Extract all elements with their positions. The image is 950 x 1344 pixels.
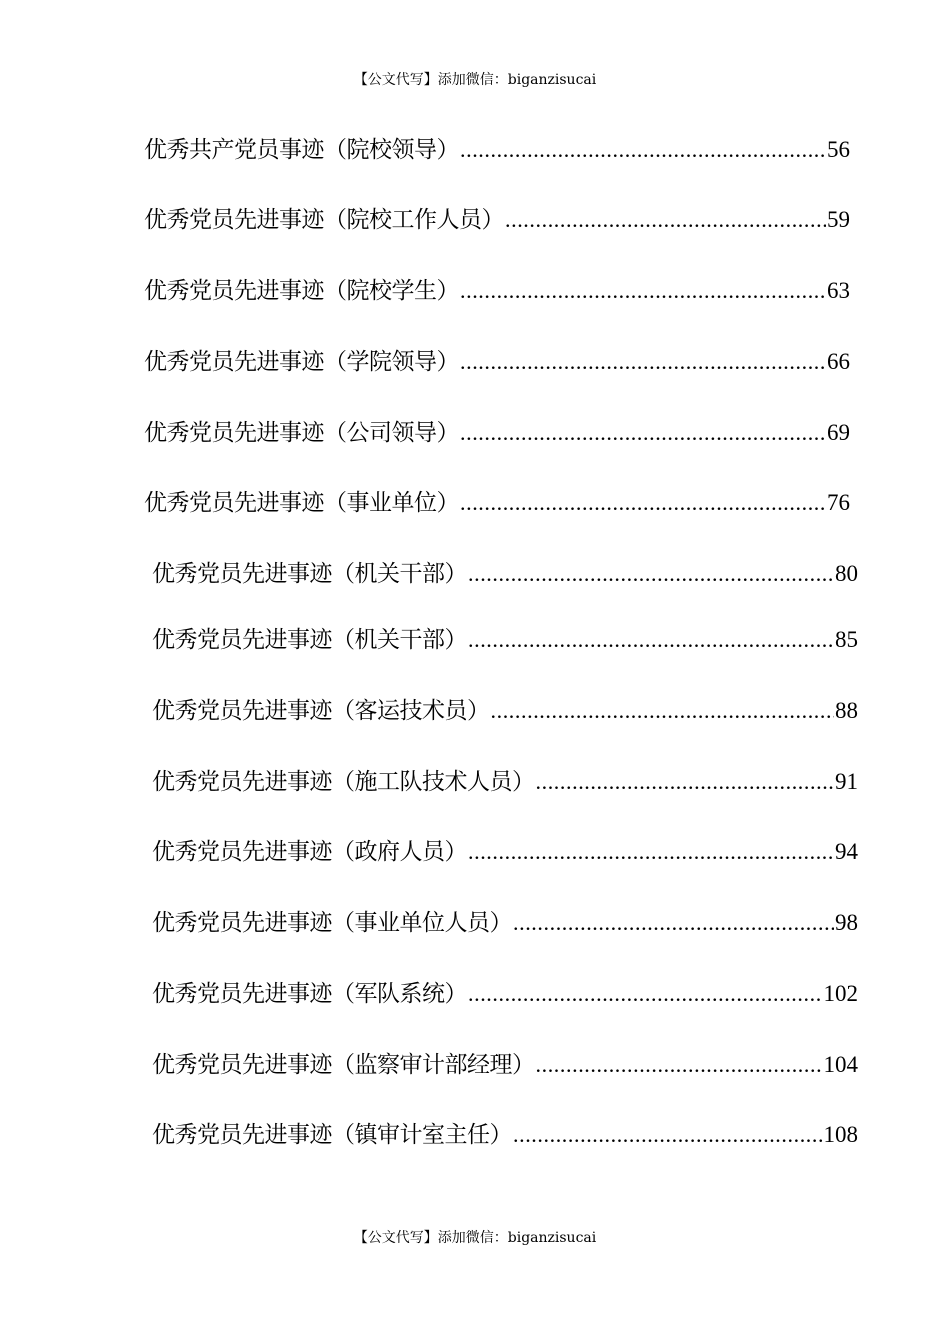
toc-entry[interactable] <box>152 623 858 657</box>
toc-entry[interactable] <box>152 1048 858 1082</box>
toc-entry[interactable] <box>144 486 850 520</box>
toc-entry-title: 优秀党员先进事迹（监察审计部经理） <box>152 1052 535 1078</box>
toc-entry-title: 优秀党员先进事迹（镇审计室主任） <box>152 1122 512 1148</box>
toc-dot-leader <box>460 274 826 308</box>
toc-page-number: 85 <box>835 627 858 652</box>
toc-dot-leader <box>468 835 834 869</box>
toc-entry-title: 优秀共产党员事迹（院校领导） <box>144 137 459 163</box>
toc-dot-leader <box>468 977 823 1011</box>
toc-entry[interactable] <box>152 835 858 869</box>
toc-entry[interactable] <box>152 557 858 591</box>
toc-dot-leader <box>460 345 826 379</box>
toc-entry[interactable] <box>152 694 858 728</box>
toc-page-number: 76 <box>827 490 850 515</box>
toc-page-number: 104 <box>823 1052 858 1077</box>
toc-entry-title: 优秀党员先进事迹（事业单位人员） <box>152 910 512 936</box>
toc-page-number: 66 <box>827 349 850 374</box>
toc-entry-title: 优秀党员先进事迹（事业单位） <box>144 490 459 516</box>
toc-entry[interactable] <box>144 274 850 308</box>
toc-entry[interactable] <box>144 416 850 450</box>
toc-dot-leader <box>536 765 835 799</box>
toc-page-number: 98 <box>835 910 858 935</box>
toc-page-number: 102 <box>823 981 858 1006</box>
toc-entry-title: 优秀党员先进事迹（学院领导） <box>144 349 459 375</box>
toc-entry-title: 优秀党员先进事迹（客运技术员） <box>152 698 490 724</box>
toc-entry-title: 优秀党员先进事迹（机关干部） <box>152 561 467 587</box>
toc-entry-title: 优秀党员先进事迹（政府人员） <box>152 839 467 865</box>
toc-entry-title: 优秀党员先进事迹（公司领导） <box>144 420 459 446</box>
toc-entry-title: 优秀党员先进事迹（机关干部） <box>152 627 467 653</box>
toc-entry-title: 优秀党员先进事迹（院校学生） <box>144 278 459 304</box>
toc-entry-title: 优秀党员先进事迹（施工队技术人员） <box>152 769 535 795</box>
page-footer: 【公文代写】添加微信：biganzisucai <box>353 1230 597 1246</box>
toc-page-number: 91 <box>835 769 858 794</box>
toc-page-number: 88 <box>835 698 858 723</box>
toc-page-number: 80 <box>835 561 858 586</box>
toc-dot-leader <box>513 906 834 940</box>
toc-page-number: 59 <box>827 207 850 232</box>
toc-dot-leader <box>536 1048 823 1082</box>
toc-dot-leader <box>505 203 826 237</box>
toc-entry-title: 优秀党员先进事迹（院校工作人员） <box>144 207 504 233</box>
toc-page-number: 56 <box>827 137 850 162</box>
toc-entry[interactable] <box>152 765 858 799</box>
toc-entry[interactable] <box>152 977 858 1011</box>
toc-entry-title: 优秀党员先进事迹（军队系统） <box>152 981 467 1007</box>
page-header: 【公文代写】添加微信：biganzisucai <box>353 72 597 88</box>
toc-entry[interactable] <box>144 345 850 379</box>
toc-entry[interactable] <box>152 906 858 940</box>
toc-dot-leader <box>460 133 826 167</box>
toc-entry[interactable] <box>144 133 850 167</box>
toc-dot-leader <box>460 486 826 520</box>
toc-page-number: 69 <box>827 420 850 445</box>
toc-dot-leader <box>513 1118 823 1152</box>
toc-page-number: 108 <box>823 1122 858 1147</box>
toc-dot-leader <box>491 694 835 728</box>
toc-entry[interactable] <box>152 1118 858 1152</box>
toc-entry[interactable] <box>144 203 850 237</box>
toc-dot-leader <box>468 557 834 591</box>
toc-page-number: 94 <box>835 839 858 864</box>
toc-dot-leader <box>460 416 826 450</box>
toc-page-number: 63 <box>827 278 850 303</box>
toc-dot-leader <box>468 623 834 657</box>
